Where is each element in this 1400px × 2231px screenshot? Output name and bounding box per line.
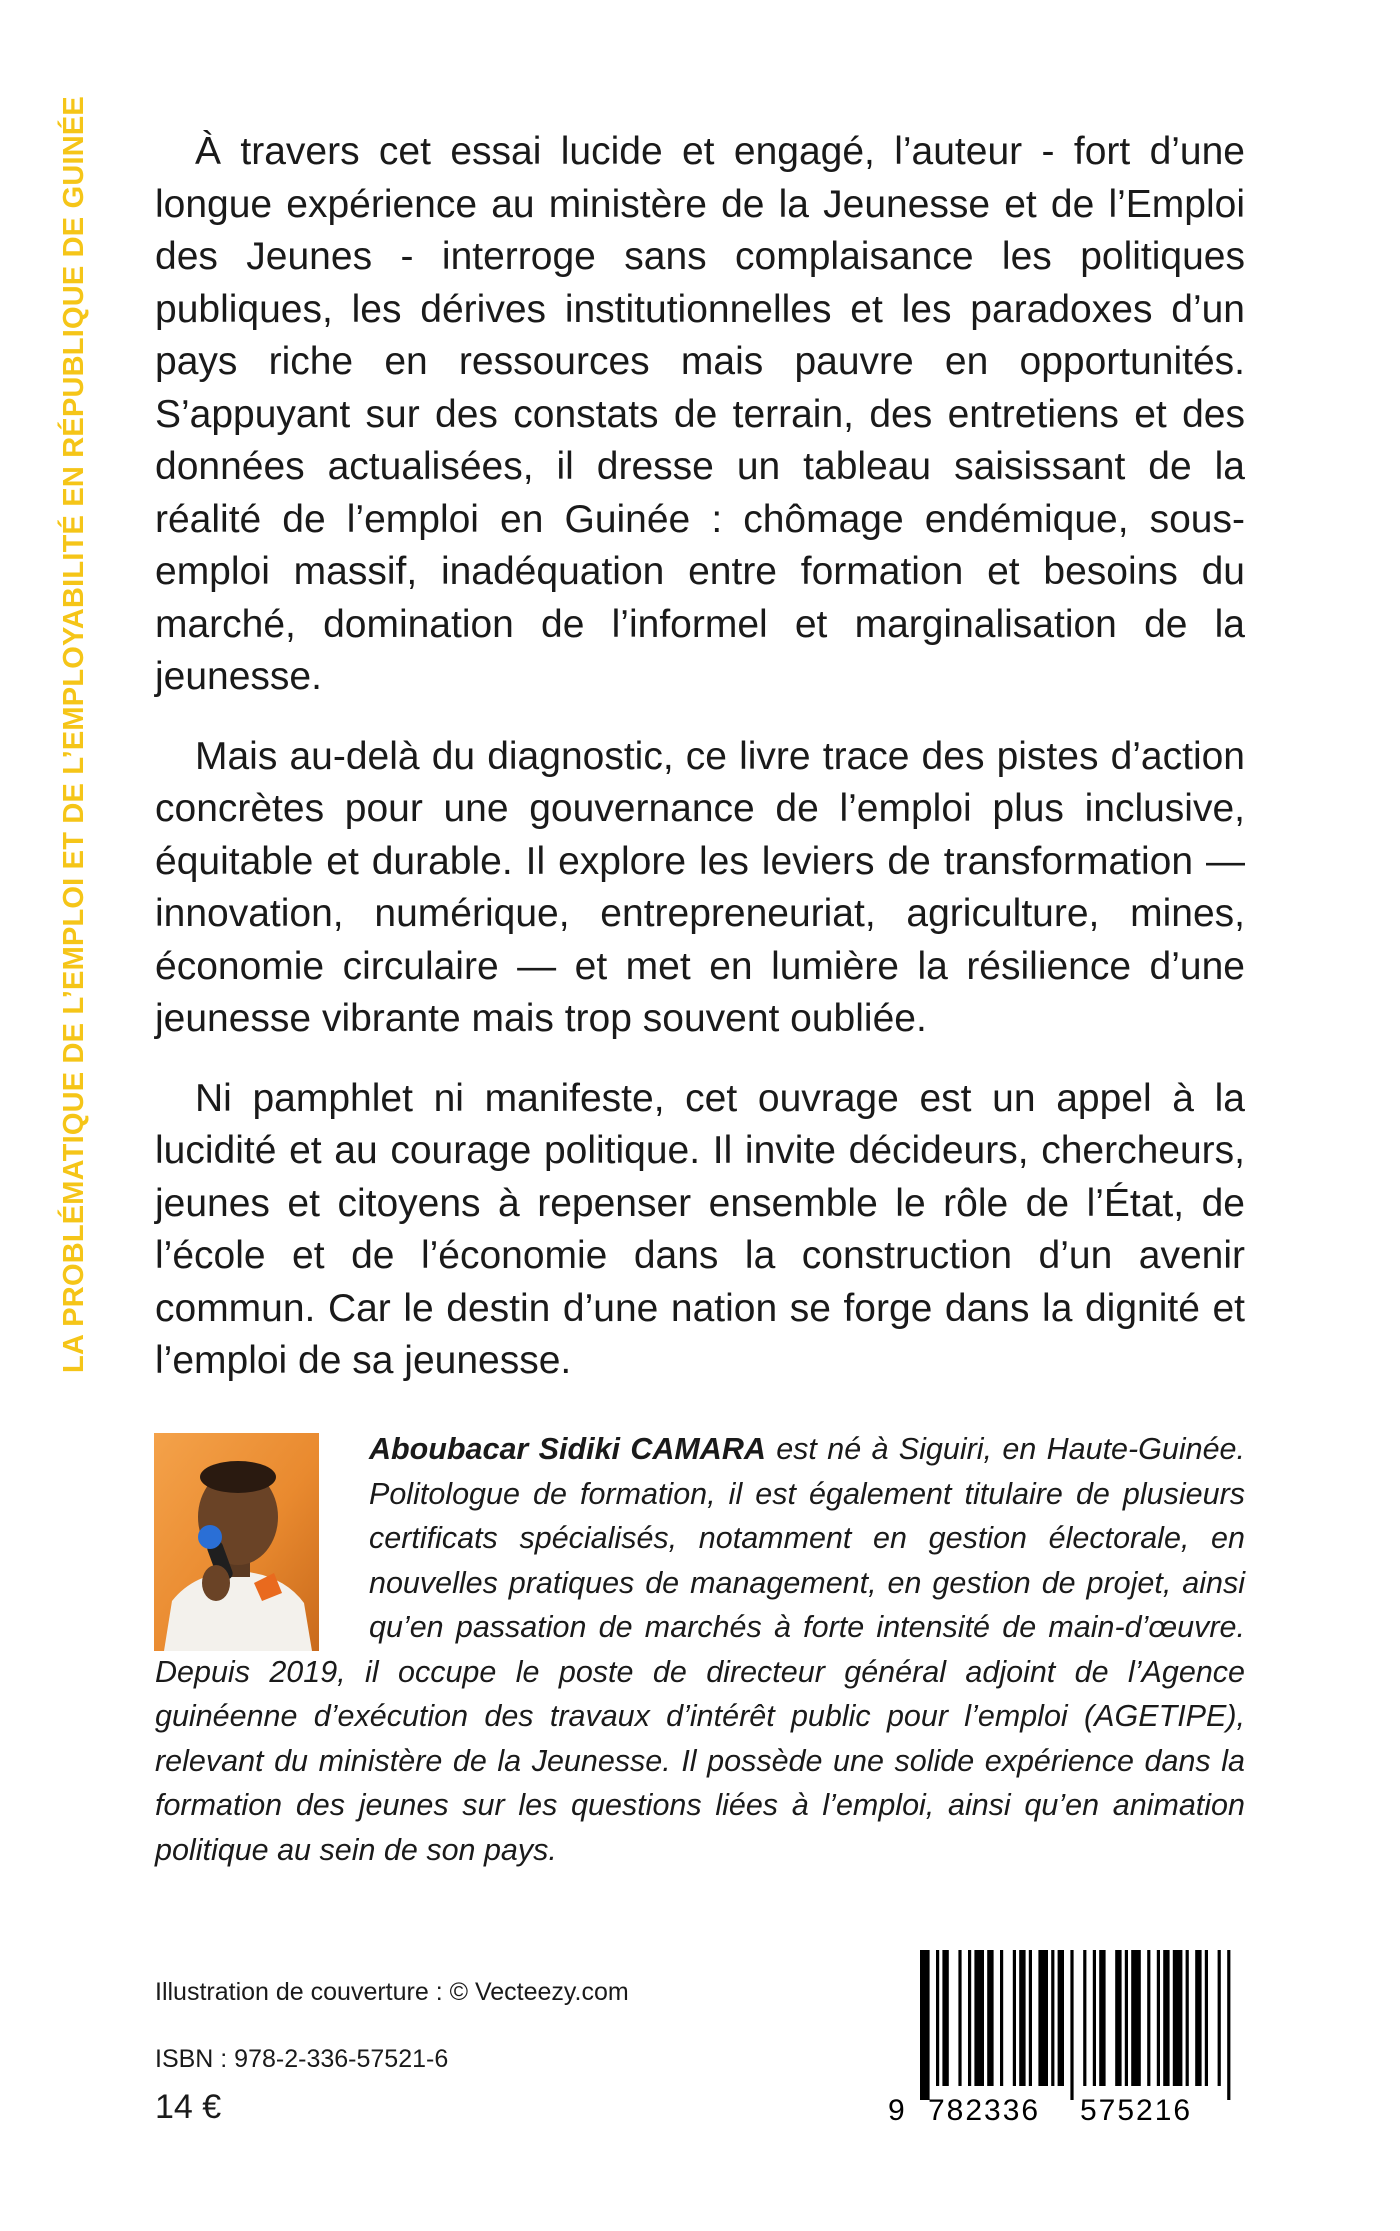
barcode-bar — [1125, 1950, 1128, 2086]
price: 14 € — [155, 2088, 222, 2126]
barcode-bar — [936, 1950, 939, 2086]
barcode-bar — [920, 1950, 930, 2100]
barcode-bar — [1019, 1950, 1025, 2086]
barcode-bar — [1099, 1950, 1105, 2086]
barcode-bar — [968, 1950, 971, 2086]
barcode-digit-first: 9 — [888, 2094, 905, 2127]
isbn: ISBN : 978-2-336-57521-6 — [155, 2045, 449, 2073]
barcode-bar — [1000, 1950, 1003, 2086]
barcode-bar — [1218, 1950, 1221, 2086]
barcode-bar — [1115, 1950, 1121, 2086]
author-bio-text: est né à Siguiri, en Haute-Guinée. Politologue de formation, il est également titulaire de plusieurs certificats spécialisés, notamment en gestion électorale, en nouvelles pratiques de management, en gestion de projet, ainsi qu’en passation de marchés à forte intensité de main-d’œuvre. Depuis 2019, il occupe le poste de directeur général adjoint de l’Agence guinéenne d’exécution des travaux d’intérêt public pour l’emploi (AGETIPE), relevant du ministère de la Jeunesse. Il possède une solide expérience dans la formation des jeunes sur les questions liées à l’emploi, ainsi qu’en animation politique au sein de son pays. — [155, 1432, 1245, 1867]
back-cover-blurb — [155, 126, 1245, 1415]
barcode-bar — [1205, 1950, 1208, 2086]
barcode-bar — [1038, 1950, 1048, 2086]
author-name: Aboubacar Sidiki CAMARA — [369, 1432, 766, 1466]
barcode-bar — [1029, 1950, 1032, 2086]
barcode-bar — [1051, 1950, 1054, 2086]
barcode-bar — [958, 1950, 961, 2086]
barcode-bar — [1070, 1950, 1073, 2100]
barcode-bar — [1186, 1950, 1189, 2086]
barcode-bar — [1227, 1950, 1230, 2100]
barcode-digits-right: 575216 — [1080, 2094, 1193, 2127]
barcode-bar — [1147, 1950, 1150, 2086]
barcode-bar — [1058, 1950, 1064, 2086]
barcode-bar — [1195, 1950, 1201, 2086]
barcode-digits-left: 782336 — [928, 2094, 1041, 2127]
barcode-bar — [1093, 1950, 1096, 2086]
barcode-bar — [1131, 1950, 1141, 2086]
barcode-bar — [987, 1950, 993, 2086]
barcode-bar — [974, 1950, 984, 2086]
spine-title: LA PROBLÉMATIQUE DE L’EMPLOI ET DE L’EMPLOYABILITÉ EN RÉPUBLIQUE DE GUINÉE — [57, 95, 90, 1373]
barcode-bar — [1083, 1950, 1086, 2086]
barcode-bars — [920, 1950, 1230, 2100]
barcode-bar — [1163, 1950, 1169, 2086]
illustration-credit: Illustration de couverture : © Vecteezy.com — [155, 1978, 629, 2006]
isbn-barcode — [880, 1950, 1250, 2130]
blurb-paragraph-2: Mais au-delà du diagnostic, ce livre trace des pistes d’action concrètes pour une gouvernance de l’emploi plus inclusive, équitable et durable. Il explore les leviers de transformation — innovation, numérique, entrepreneuriat, agriculture, mines, économie circulaire — et met en lumière la résilience d’une jeunesse vibrante mais trop souvent oubliée. — [155, 734, 1245, 1040]
blurb-paragraph-3: Ni pamphlet ni manifeste, cet ouvrage est un appel à la lucidité et au courage politique. Il invite décideurs, chercheurs, jeunes et citoyens à repenser ensemble le rôle de l’État, de l’école et de l’économie dans la construction d’un avenir commun. Car le destin d’une nation se forge dans la dignité et l’emploi de sa jeunesse. — [155, 1076, 1245, 1382]
barcode-bar — [1173, 1950, 1183, 2086]
barcode-bar — [942, 1950, 948, 2086]
barcode-bar — [1157, 1950, 1160, 2086]
blurb-paragraph-1: À travers cet essai lucide et engagé, l’auteur - fort d’une longue expérience au ministère de la Jeunesse et de l’Emploi des Jeunes - interroge sans complaisance les politiques publiques, les dérives institutionnelles et les paradoxes d’un pays riche en ressources mais pauvre en opportunités. S’appuyant sur des constats de terrain, des entretiens et des données actualisées, il dresse un tableau saisissant de la réalité de l’emploi en Guinée : chômage endémique, sous-emploi massif, inadéquation entre formation et besoins du marché, domination de l’informel et marginalisation de la jeunesse. — [155, 130, 1245, 698]
spine-title-container — [48, 95, 100, 1373]
barcode-bar — [1013, 1950, 1016, 2086]
author-bio — [155, 1427, 1245, 1872]
